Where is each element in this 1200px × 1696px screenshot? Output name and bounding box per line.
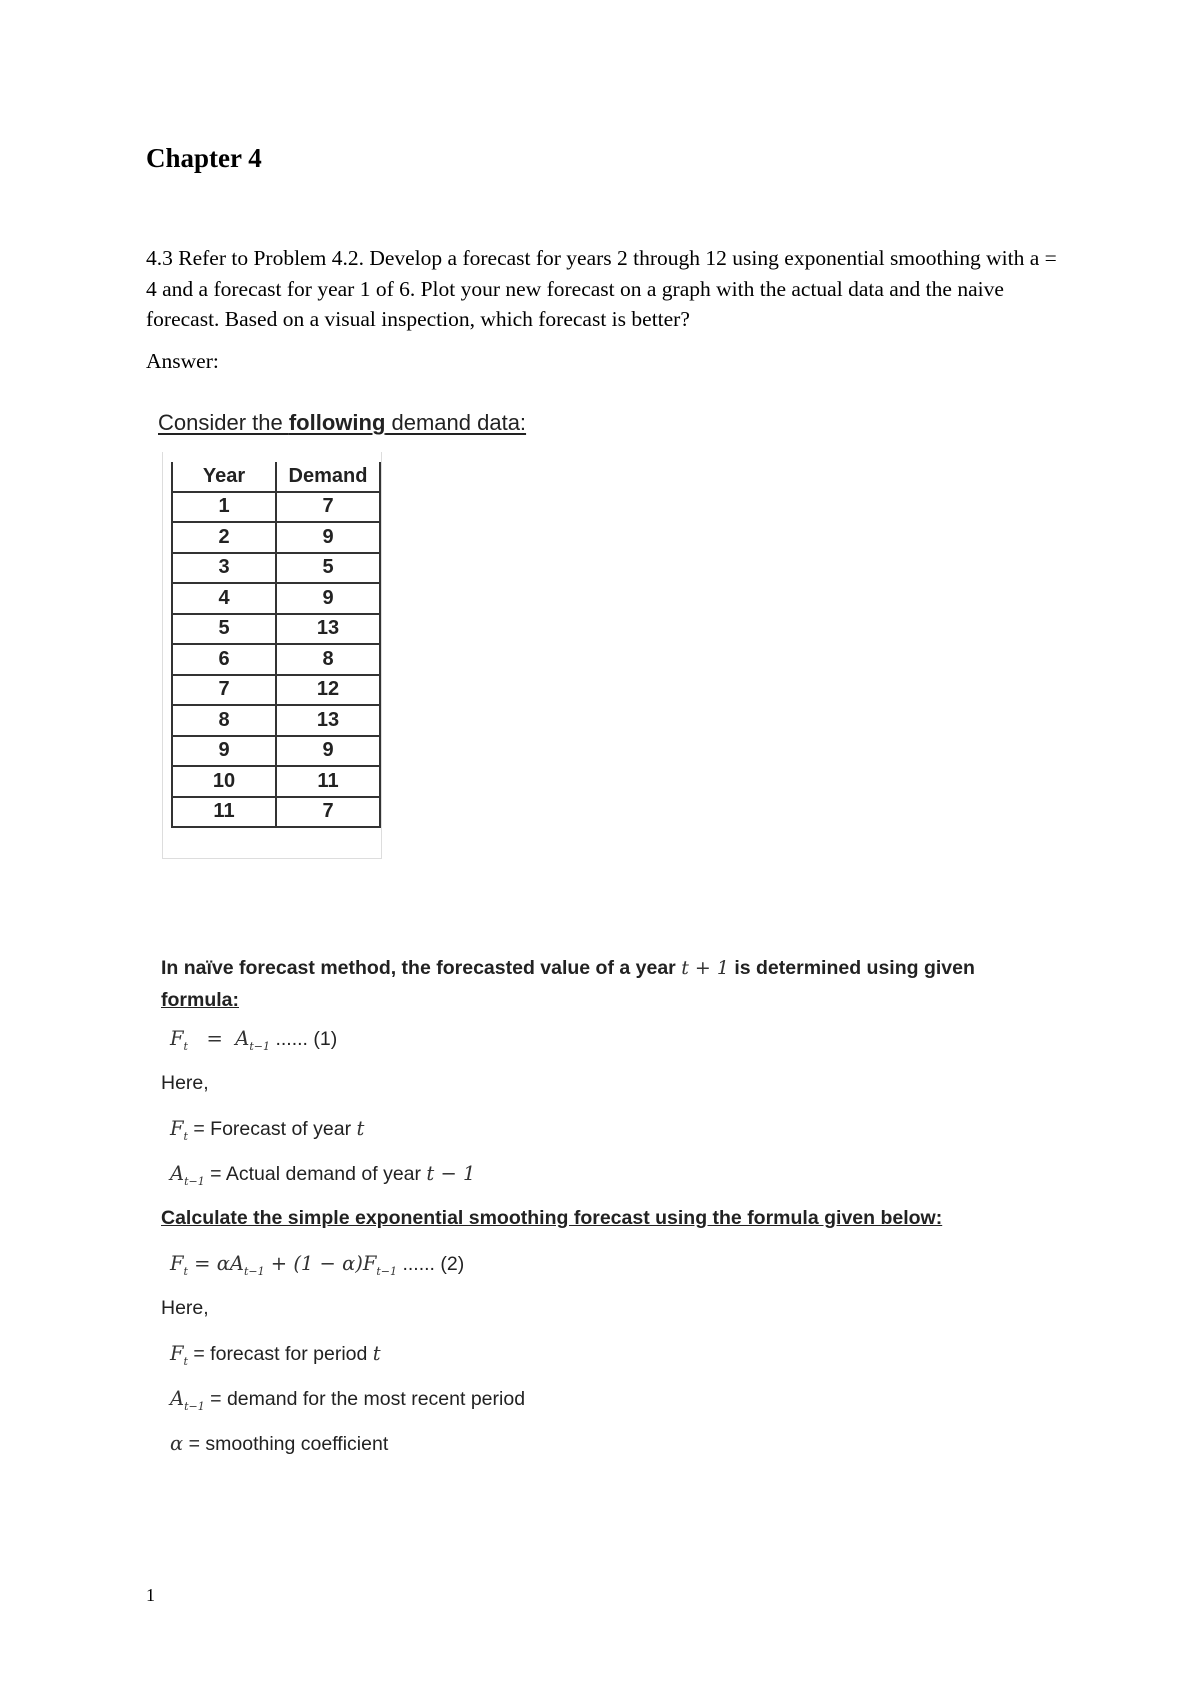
smoothing-def3-text: = smoothing coefficient: [188, 1433, 389, 1455]
table-cell-year: 6: [172, 644, 276, 675]
table-cell-year: 3: [172, 553, 276, 584]
table-cell-demand: 13: [276, 614, 380, 645]
naive-def1-var: t: [356, 1117, 365, 1140]
consider-part2: following: [288, 410, 386, 435]
table-cell-demand: 7: [276, 492, 380, 523]
table-cell-year: 2: [172, 522, 276, 553]
table-row: [172, 736, 380, 767]
table-row: [172, 644, 380, 675]
table-cell-demand: 8: [276, 644, 380, 675]
demand-table: [171, 462, 381, 828]
naive-formula-label: ...... (1): [275, 1028, 338, 1050]
naive-def2-text: = Actual demand of year: [210, 1163, 421, 1185]
table-row: [172, 614, 380, 645]
naive-intro: [161, 952, 1061, 1016]
naive-formula-word: formula:: [161, 989, 239, 1011]
naive-here: Here,: [161, 1072, 209, 1094]
table-cell-year: 9: [172, 736, 276, 767]
smoothing-heading: Calculate the simple exponential smoothing forecast using the formula given below:: [161, 1207, 943, 1229]
demand-table-container: [162, 452, 382, 859]
table-cell-demand: 9: [276, 736, 380, 767]
table-row: [172, 675, 380, 706]
naive-def2-var: t − 1: [426, 1162, 476, 1185]
smoothing-formula-label: ...... (2): [402, 1253, 465, 1275]
table-row: [172, 766, 380, 797]
table-row: [172, 583, 380, 614]
answer-label: Answer:: [146, 349, 219, 373]
naive-formula: $F_t = A_{t-1}$ ...... (1): [170, 1027, 338, 1053]
table-row: [172, 522, 380, 553]
table-cell-year: 10: [172, 766, 276, 797]
consider-part3: demand data:: [385, 410, 527, 435]
table-cell-year: 5: [172, 614, 276, 645]
table-cell-demand: 9: [276, 522, 380, 553]
table-cell-year: 8: [172, 705, 276, 736]
naive-intro-end: is determined using given: [734, 957, 975, 979]
table-cell-demand: 7: [276, 797, 380, 828]
table-header-year: Year: [172, 462, 276, 492]
table-cell-demand: 11: [276, 766, 380, 797]
smoothing-def2: $A_{t-1}$ = demand for the most recent period: [170, 1387, 526, 1413]
naive-def2: $A_{t-1}$ = Actual demand of year t − 1: [170, 1162, 476, 1188]
table-header-demand: Demand: [276, 462, 380, 492]
consider-heading: [158, 410, 526, 436]
table-cell-year: 11: [172, 797, 276, 828]
table-cell-year: 1: [172, 492, 276, 523]
chapter-title: Chapter 4: [146, 143, 262, 173]
smoothing-formula: $F_t = \alpha A_{t-1} + (1 - \alpha)F_{t-1}$ ...... (2): [170, 1252, 465, 1278]
problem-text: 4.3 Refer to Problem 4.2. Develop a forecast for years 2 through 12 using exponential smoothing with a = 4 and a forecast for year 1 of 6. Plot your new forecast on a graph with the actual data and the naive forecast. Based on a visual inspection, which forecast is better?: [146, 246, 1057, 331]
naive-def1-text: = Forecast of year: [193, 1118, 352, 1140]
consider-part1: Consider the: [158, 410, 289, 435]
table-cell-year: 7: [172, 675, 276, 706]
naive-intro-text: In naïve forecast method, the forecasted value of a year: [161, 957, 676, 979]
page-number: 1: [146, 1585, 155, 1605]
table-cell-demand: 13: [276, 705, 380, 736]
smoothing-def3: α = smoothing coefficient: [170, 1432, 389, 1455]
table-row: [172, 553, 380, 584]
table-cell-demand: 12: [276, 675, 380, 706]
table-cell-demand: 9: [276, 583, 380, 614]
smoothing-def2-text: = demand for the most recent period: [210, 1388, 526, 1410]
table-cell-demand: 5: [276, 553, 380, 584]
table-row: [172, 492, 380, 523]
table-cell-year: 4: [172, 583, 276, 614]
smoothing-def1-text: = forecast for period: [193, 1343, 368, 1365]
table-row: [172, 797, 380, 828]
smoothing-def1: $F_t$ = forecast for period t: [170, 1342, 381, 1368]
naive-var: t + 1: [681, 957, 729, 979]
naive-def1: $F_t$ = Forecast of year t: [170, 1117, 365, 1143]
smoothing-here: Here,: [161, 1297, 209, 1319]
smoothing-def1-var: t: [372, 1342, 381, 1365]
table-row: [172, 705, 380, 736]
